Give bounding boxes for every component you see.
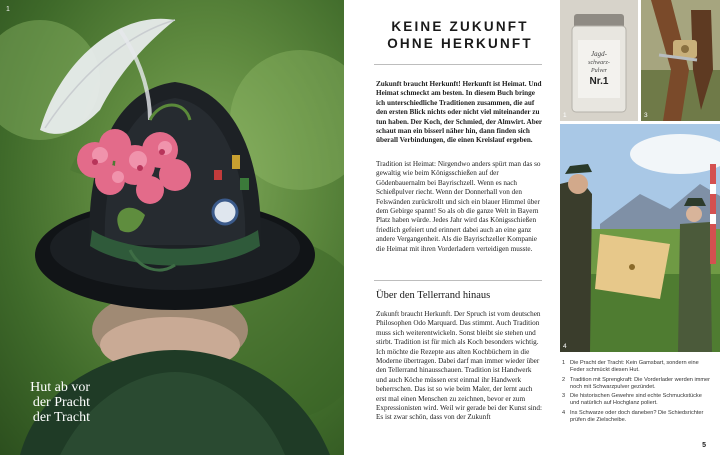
- tin-label-line3: Pulver: [591, 68, 607, 74]
- title-line-2: OHNE HERKUNFT: [387, 36, 533, 51]
- section-divider: [374, 280, 542, 281]
- caption-text: Tradition mit Sprengkraft: Die Vorderlader werden immer noch mit Schwarzpulver gezündet.: [570, 376, 711, 390]
- photo4-number: 4: [563, 343, 567, 350]
- caption-number: 4: [562, 409, 566, 416]
- caption-text: Ins Schwarze oder doch daneben? Die Schiedsrichter prüfen die Zielscheibe.: [570, 409, 704, 424]
- caption-number: 1: [562, 360, 566, 366]
- article-title: [370, 18, 550, 52]
- section-heading: Über den Tellerrand hinaus: [376, 290, 491, 301]
- caption-item: [562, 410, 712, 425]
- title-line-1: KEINE ZUKUNFT: [391, 19, 529, 34]
- page-number-right: 5: [702, 442, 706, 449]
- intro-paragraph: Zukunft braucht Herkunft! Herkunft ist Heimat. Und Heimat schmeckt am besten. In diesem Buch bringe ich unterschiedliche Traditionen zusammen, die auf den ersten Blick nichts oder nicht viel miteinander zu tun haben. Der Koch, der Schmied, der Almwirt. Aber schaut man ein bisserl näher hin, dann finden sich überall Verbindungen, die einen Kreislauf ergeben.: [376, 80, 542, 145]
- rifle-photo: [641, 0, 720, 121]
- photo3-number: 3: [644, 112, 648, 119]
- caption-text: Die Pracht der Tracht: Kein Gamsbart, sondern eine Feder schmückt diesen Hut.: [570, 360, 699, 374]
- title-divider: [374, 64, 542, 65]
- body-paragraph-3: Zukunft braucht Herkunft. Der Spruch ist vom deutschen Philosophen Odo Marquard. Das stimmt. Auch Tradition muss sich weiterentwickeln. Sonst bleibt sie stehen und stirbt. Tradition ist für mich als Koch besonders wichtig. Ich möchte die Rezepte aus alten Kochbüchern in die Moderne übertragen. Dabei darf man immer wieder über den Tellerrand hinausschauen. Tradition ist Handwerk und auch Köche müssen erst einmal ihr Handwerk beherrschen. Das ist so wie beim Maler, der lernt auch erst mal einen Menschen zu zeichnen, bevor er zum Expressionisten wird. Weil wir gerade bei der Kunst sind: Es ist zwar schön, dass von der Zukunft: [376, 310, 542, 422]
- overlay-line-3: der Tracht: [32, 410, 90, 425]
- caption-item: [562, 393, 712, 408]
- referees-illustration: [560, 124, 720, 352]
- overlay-line-1: Hut ab vor: [30, 380, 90, 395]
- photo-overlay-caption: [18, 380, 90, 425]
- hat-photo: [0, 0, 344, 455]
- caption-item: [562, 360, 712, 375]
- caption-item: [562, 377, 712, 392]
- body-paragraph-2: Tradition ist Heimat: Nirgendwo anders spürt man das so gewaltig wie beim Königsschießen auf der Gödenbauernalm bei Bayrischzell. Wenn es nach Schießpulver riecht. Wenn der Donnerhall von den Felswänden zurückrollt und sich ein blauer Himmel über dem Gebirge spannt! So als ob die ganze Welt in Bayern Platz haben würde. Jedes Jahr wird das Königsschießen friedlich gefeiert und erinnert dabei auch an eine ganz andere Vergangenheit. Als die Bayrischzeller Kompanie die Heimat mit ihren Vorderladern verteidigen musste.: [376, 160, 541, 253]
- rifle-illustration: [641, 0, 720, 121]
- caption-number: 3: [562, 393, 566, 400]
- referees-photo: [560, 124, 720, 352]
- caption-text: Die historischen Gewehre sind echte Schmuckstücke und natürlich auf Hochglanz poliert.: [570, 393, 702, 407]
- tin-label-line1: Jagd-: [591, 50, 607, 58]
- article-column: [360, 0, 556, 455]
- tin-label-line2: schwarz-: [588, 60, 610, 66]
- caption-number: 2: [562, 376, 566, 383]
- overlay-line-2: der Pracht: [32, 395, 90, 410]
- tin-label-line4: Nr.1: [589, 76, 609, 87]
- powder-tin-photo: [560, 0, 638, 121]
- powder-tin-illustration: [560, 0, 638, 121]
- page-number-left: 1: [6, 6, 10, 13]
- photo-captions: [562, 360, 712, 426]
- photo1-number: 1: [563, 112, 567, 119]
